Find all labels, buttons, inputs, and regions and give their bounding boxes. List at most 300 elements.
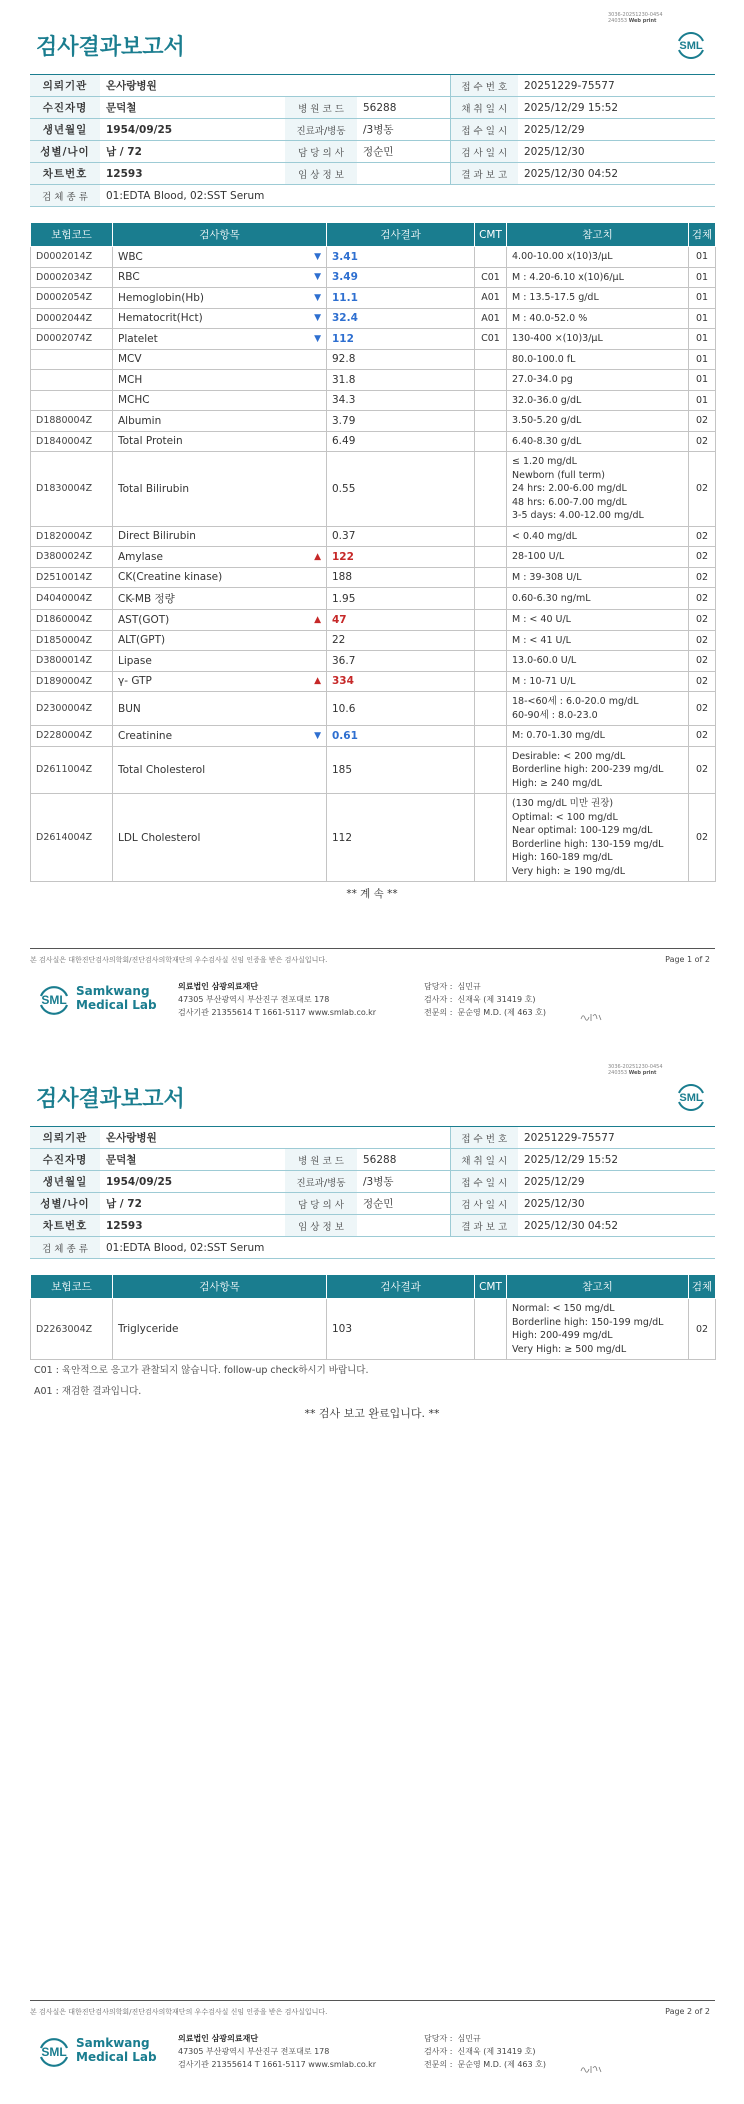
insurance-code: D2614004Z — [31, 794, 113, 882]
test-result — [327, 671, 475, 692]
staff-info — [424, 2032, 546, 2071]
insurance-code: D1890004Z — [31, 671, 113, 692]
result-row — [31, 692, 716, 726]
header-code: 보험코드 — [31, 1275, 113, 1299]
insurance-code: D0002034Z — [31, 267, 113, 288]
cmt-code — [475, 610, 507, 631]
test-result — [327, 526, 475, 547]
manager-label: 담당자 : — [424, 982, 453, 991]
print-code-line1: 3036-20251230-0454 — [608, 12, 663, 18]
result-value: 31.8 — [332, 373, 356, 386]
result-value: 3.79 — [332, 414, 356, 427]
doctor-label: 담 당 의 사 — [285, 1193, 357, 1215]
report-time-value: 2025/12/30 04:52 — [518, 1215, 715, 1237]
sml-logo-icon — [674, 1080, 708, 1114]
test-item-label: WBC — [118, 250, 143, 263]
hosp-code-label: 병 원 코 드 — [285, 1149, 357, 1171]
insurance-code: D3800014Z — [31, 651, 113, 672]
low-flag-icon: ▼ — [314, 272, 321, 283]
test-result — [327, 431, 475, 452]
test-item — [113, 588, 327, 610]
result-row — [31, 567, 716, 588]
doctor-value: 정순민 — [357, 141, 450, 163]
footer-logo — [36, 980, 186, 1020]
lab-contact: 검사기관 21355614 T 1661-5117 www.smlab.co.kr — [178, 1008, 377, 1017]
test-item-label: Total Bilirubin — [118, 482, 190, 495]
print-code-line1: 3036-20251230-0454 — [608, 1064, 663, 1070]
specimen-code: 02 — [689, 610, 716, 631]
receipt-date-value: 2025/12/29 — [518, 1171, 715, 1193]
print-code-line2: 240353 — [608, 18, 628, 24]
specimen-code: 02 — [689, 567, 716, 588]
low-flag-icon: ▼ — [314, 730, 321, 741]
specimen-code: 02 — [689, 526, 716, 547]
lab-contact: 검사기관 21355614 T 1661-5117 www.smlab.co.kr — [178, 2060, 377, 2069]
high-flag-icon: ▲ — [314, 551, 321, 562]
insurance-code: D3800024Z — [31, 547, 113, 568]
test-item-label: Amylase — [118, 550, 163, 563]
specimen-code: 02 — [689, 630, 716, 651]
specimen-code: 02 — [689, 692, 716, 726]
cmt-code — [475, 588, 507, 610]
patient-name-value: 문덕철 — [100, 97, 285, 119]
org-value: 온사랑병원 — [100, 1127, 285, 1149]
insurance-code — [31, 349, 113, 370]
test-item — [113, 452, 327, 527]
specialist-value: 문순영 M.D. (제 463 호) — [457, 2060, 547, 2069]
test-result — [327, 610, 475, 631]
low-flag-icon: ▼ — [314, 292, 321, 303]
web-print-label: Web print — [628, 18, 657, 24]
lab-info — [178, 980, 376, 1019]
test-result — [327, 308, 475, 329]
cmt-code — [475, 526, 507, 547]
test-result — [327, 390, 475, 411]
result-row — [31, 630, 716, 651]
reference-range: 80.0-100.0 fL — [507, 349, 689, 370]
sex-age-value: 남 / 72 — [100, 141, 285, 163]
result-row — [31, 746, 716, 794]
insurance-code: D1850004Z — [31, 630, 113, 651]
hosp-code-value: 56288 — [357, 97, 450, 119]
reference-range: 27.0-34.0 pg — [507, 370, 689, 391]
test-item-label: BUN — [118, 702, 141, 715]
result-value: 3.41 — [332, 250, 358, 263]
sml-logo-text: SML — [41, 993, 67, 1007]
specialist-value: 문순영 M.D. (제 463 호) — [457, 1008, 547, 1017]
patient-name-value: 문덕철 — [100, 1149, 285, 1171]
org-label: 의뢰기관 — [30, 1127, 100, 1149]
chart-no-label: 차트번호 — [30, 163, 100, 185]
insurance-code: D1820004Z — [31, 526, 113, 547]
result-value: 11.1 — [332, 291, 358, 304]
reference-range: 4.00-10.00 x(10)3/μL — [507, 247, 689, 268]
test-item — [113, 329, 327, 350]
test-result — [327, 452, 475, 527]
dob-value: 1954/09/25 — [100, 1171, 285, 1193]
tester-value: 신재욱 (제 31419 호) — [457, 2047, 536, 2056]
result-row — [31, 526, 716, 547]
result-value: 0.55 — [332, 482, 356, 495]
patient-info-table — [30, 1126, 715, 1259]
result-row — [31, 794, 716, 882]
header-result: 검사결과 — [327, 1275, 475, 1299]
insurance-code: D0002054Z — [31, 288, 113, 309]
sml-logo-icon — [36, 2034, 72, 2070]
test-item — [113, 610, 327, 631]
reference-range: M : < 40 U/L — [507, 610, 689, 631]
reference-range: 28-100 U/L — [507, 547, 689, 568]
sml-logo-text: SML — [41, 2045, 67, 2059]
dept-label: 진료과/병동 — [285, 1171, 357, 1193]
insurance-code: D2300004Z — [31, 692, 113, 726]
test-result — [327, 370, 475, 391]
receipt-no-value: 20251229-75577 — [518, 75, 715, 97]
result-row — [31, 431, 716, 452]
hosp-code-label: 병 원 코 드 — [285, 97, 357, 119]
test-item — [113, 1299, 327, 1360]
insurance-code: D0002014Z — [31, 247, 113, 268]
cmt-code — [475, 370, 507, 391]
clinical-info-label: 임 상 정 보 — [285, 1215, 357, 1237]
chart-no-label: 차트번호 — [30, 1215, 100, 1237]
specimen-code: 01 — [689, 390, 716, 411]
manager-value: 심민규 — [457, 982, 481, 991]
result-value: 36.7 — [332, 654, 356, 667]
org-value: 온사랑병원 — [100, 75, 285, 97]
result-row — [31, 610, 716, 631]
sex-age-value: 남 / 72 — [100, 1193, 285, 1215]
cmt-code — [475, 726, 507, 747]
test-item — [113, 308, 327, 329]
result-row — [31, 452, 716, 527]
manager-label: 담당자 : — [424, 2034, 453, 2043]
insurance-code: D4040004Z — [31, 588, 113, 610]
test-item-label: Total Protein — [118, 435, 183, 448]
signature-icon — [580, 2063, 602, 2075]
test-item — [113, 651, 327, 672]
specimen-code: 02 — [689, 1299, 716, 1360]
insurance-code: D2510014Z — [31, 567, 113, 588]
result-value: 112 — [332, 332, 354, 345]
header-ref: 참고치 — [507, 1275, 689, 1299]
result-row — [31, 588, 716, 610]
signature-icon — [580, 1011, 602, 1023]
low-flag-icon: ▼ — [314, 333, 321, 344]
cmt-code — [475, 390, 507, 411]
staff-info — [424, 980, 546, 1019]
reference-range: Desirable: < 200 mg/dL Borderline high: 200-239 mg/dL High: ≥ 240 mg/dL — [507, 746, 689, 794]
cmt-code — [475, 692, 507, 726]
low-flag-icon: ▼ — [314, 313, 321, 324]
reference-range: 13.0-60.0 U/L — [507, 651, 689, 672]
result-value: 0.61 — [332, 729, 358, 742]
test-item-label: γ- GTP — [118, 675, 152, 688]
specimen-code: 02 — [689, 588, 716, 610]
footer-divider — [30, 948, 715, 949]
result-value: 22 — [332, 634, 346, 647]
reference-range: M : 13.5-17.5 g/dL — [507, 288, 689, 309]
test-date-label: 검 사 일 시 — [450, 141, 518, 163]
test-item — [113, 247, 327, 268]
reference-range: M : 39-308 U/L — [507, 567, 689, 588]
sml-logo-text: SML — [679, 1092, 703, 1104]
print-code — [608, 12, 663, 24]
test-item-label: MCV — [118, 353, 142, 366]
doctor-label: 담 당 의 사 — [285, 141, 357, 163]
result-row — [31, 390, 716, 411]
clinical-info-label: 임 상 정 보 — [285, 163, 357, 185]
test-item-label: LDL Cholesterol — [118, 831, 201, 844]
test-item — [113, 671, 327, 692]
footer-logo — [36, 2032, 186, 2072]
test-item — [113, 726, 327, 747]
test-item — [113, 526, 327, 547]
receipt-no-value: 20251229-75577 — [518, 1127, 715, 1149]
test-item-label: CK-MB 정량 — [118, 593, 175, 605]
specimen-label: 검 체 종 류 — [30, 185, 100, 207]
result-value: 0.37 — [332, 530, 356, 543]
patient-name-label: 수진자명 — [30, 97, 100, 119]
footer-logo-name2: Medical Lab — [76, 998, 157, 1012]
certification-text: 본 검사실은 대한진단검사의학회/진단검사의학재단의 우수검사실 신임 인증을 받은 검사실입니다. — [30, 2008, 328, 2016]
insurance-code: D1830004Z — [31, 452, 113, 527]
sml-logo-icon — [674, 28, 708, 62]
specimen-code: 01 — [689, 288, 716, 309]
reference-range: M : < 41 U/L — [507, 630, 689, 651]
result-value: 103 — [332, 1323, 353, 1335]
test-item-label: RBC — [118, 271, 140, 284]
comment-notes — [34, 1360, 369, 1402]
report-title: 검사결과보고서 — [36, 1087, 185, 1112]
specimen-code: 01 — [689, 329, 716, 350]
clinical-info-value — [357, 163, 450, 185]
sex-age-label: 성별/나이 — [30, 1193, 100, 1215]
high-flag-icon: ▲ — [314, 676, 321, 687]
reference-range: 0.60-6.30 ng/mL — [507, 588, 689, 610]
page-number: Page 1 of 2 — [665, 955, 710, 964]
cmt-code — [475, 651, 507, 672]
doctor-value: 정순민 — [357, 1193, 450, 1215]
test-result — [327, 726, 475, 747]
specimen-code: 02 — [689, 452, 716, 527]
low-flag-icon: ▼ — [314, 251, 321, 262]
report-title: 검사결과보고서 — [36, 35, 185, 60]
receipt-date-label: 접 수 일 시 — [450, 119, 518, 141]
cmt-code — [475, 431, 507, 452]
sml-logo-icon — [36, 982, 72, 1018]
specimen-value: 01:EDTA Blood, 02:SST Serum — [100, 1237, 715, 1259]
cmt-code — [475, 547, 507, 568]
result-value: 47 — [332, 613, 347, 626]
header-ref: 참고치 — [507, 223, 689, 247]
insurance-code: D1880004Z — [31, 411, 113, 432]
manager-value: 심민규 — [457, 2034, 481, 2043]
results-table — [30, 1274, 716, 1360]
test-item-label: Hemoglobin(Hb) — [118, 291, 205, 304]
dob-value: 1954/09/25 — [100, 119, 285, 141]
test-item-label: CK(Creatine kinase) — [118, 571, 223, 584]
test-item — [113, 411, 327, 432]
result-row — [31, 726, 716, 747]
result-row — [31, 288, 716, 309]
reference-range: M : 10-71 U/L — [507, 671, 689, 692]
reference-range: 32.0-36.0 g/dL — [507, 390, 689, 411]
specimen-code: 02 — [689, 671, 716, 692]
test-result — [327, 411, 475, 432]
reference-range: M : 4.20-6.10 x(10)6/μL — [507, 267, 689, 288]
dob-label: 생년월일 — [30, 1171, 100, 1193]
collect-value: 2025/12/29 15:52 — [518, 97, 715, 119]
test-item — [113, 431, 327, 452]
result-row — [31, 247, 716, 268]
test-result — [327, 349, 475, 370]
specimen-code: 02 — [689, 431, 716, 452]
test-item-label: Triglyceride — [118, 1323, 179, 1335]
footer-logo-name2: Medical Lab — [76, 2050, 157, 2064]
test-result — [327, 692, 475, 726]
insurance-code — [31, 390, 113, 411]
cmt-code: C01 — [475, 267, 507, 288]
test-item-label: Creatinine — [118, 729, 173, 742]
cmt-code: C01 — [475, 329, 507, 350]
test-result — [327, 567, 475, 588]
collect-label: 채 취 일 시 — [450, 97, 518, 119]
collect-label: 채 취 일 시 — [450, 1149, 518, 1171]
insurance-code: D1840004Z — [31, 431, 113, 452]
test-result — [327, 588, 475, 610]
lab-address: 47305 부산광역시 부산진구 전포대로 178 — [178, 995, 330, 1004]
header-item: 검사항목 — [113, 223, 327, 247]
specialist-label: 전문의 : — [424, 1008, 453, 1017]
web-print-label: Web print — [628, 1070, 657, 1076]
footer-logo-name1: Samkwang — [76, 2036, 150, 2050]
dept-value: /3병동 — [357, 119, 450, 141]
header-spec: 검체 — [689, 1275, 716, 1299]
tester-label: 검사자 : — [424, 2047, 453, 2056]
tester-label: 검사자 : — [424, 995, 453, 1004]
test-item-label: Total Cholesterol — [118, 763, 206, 776]
test-item-label: Hematocrit(Hct) — [118, 312, 203, 325]
results-table — [30, 222, 716, 882]
insurance-code: D1860004Z — [31, 610, 113, 631]
test-item — [113, 288, 327, 309]
sex-age-label: 성별/나이 — [30, 141, 100, 163]
result-row — [31, 671, 716, 692]
result-row — [31, 411, 716, 432]
specimen-code: 02 — [689, 794, 716, 882]
result-row — [31, 370, 716, 391]
receipt-no-label: 접 수 번 호 — [450, 1127, 518, 1149]
header-cmt: CMT — [475, 223, 507, 247]
test-item — [113, 794, 327, 882]
result-value: 1.95 — [332, 592, 356, 605]
test-item — [113, 567, 327, 588]
specimen-code: 02 — [689, 547, 716, 568]
specimen-code: 01 — [689, 267, 716, 288]
header-cmt: CMT — [475, 1275, 507, 1299]
note-a01: A01 : 재검한 결과입니다. — [34, 1386, 142, 1397]
report-time-label: 결 과 보 고 — [450, 1215, 518, 1237]
insurance-code: D2611004Z — [31, 746, 113, 794]
test-item-label: MCH — [118, 373, 143, 386]
specimen-code: 01 — [689, 370, 716, 391]
report-complete-text: ** 검사 보고 완료입니다. ** — [304, 1407, 440, 1420]
result-value: 6.49 — [332, 435, 356, 448]
certification-text: 본 검사실은 대한진단검사의학회/진단검사의학재단의 우수검사실 신임 인증을 받은 검사실입니다. — [30, 956, 328, 964]
test-item — [113, 390, 327, 411]
collect-value: 2025/12/29 15:52 — [518, 1149, 715, 1171]
specimen-code: 01 — [689, 349, 716, 370]
lab-org: 의료법인 삼광의료재단 — [178, 982, 259, 991]
print-code-line2: 240353 — [608, 1070, 628, 1076]
print-code — [608, 1064, 663, 1076]
footer-divider — [30, 2000, 715, 2001]
test-date-value: 2025/12/30 — [518, 141, 715, 163]
insurance-code: D2263004Z — [31, 1299, 113, 1360]
test-item-label: AST(GOT) — [118, 613, 170, 626]
receipt-no-label: 접 수 번 호 — [450, 75, 518, 97]
test-item — [113, 630, 327, 651]
receipt-date-value: 2025/12/29 — [518, 119, 715, 141]
lab-address: 47305 부산광역시 부산진구 전포대로 178 — [178, 2047, 330, 2056]
test-item-label: MCHC — [118, 394, 150, 407]
footer-logo-name1: Samkwang — [76, 984, 150, 998]
result-row — [31, 1299, 716, 1360]
specimen-code: 01 — [689, 247, 716, 268]
receipt-date-label: 접 수 일 시 — [450, 1171, 518, 1193]
test-result — [327, 329, 475, 350]
specialist-label: 전문의 : — [424, 2060, 453, 2069]
sml-logo-text: SML — [679, 40, 703, 52]
chart-no-value: 12593 — [100, 163, 285, 185]
patient-info-table — [30, 74, 715, 207]
test-result — [327, 746, 475, 794]
result-value: 122 — [332, 550, 354, 563]
test-date-value: 2025/12/30 — [518, 1193, 715, 1215]
reference-range: Normal: < 150 mg/dL Borderline high: 150-199 mg/dL High: 200-499 mg/dL Very High: ≥ 500 mg/dL — [507, 1299, 689, 1360]
page-number: Page 2 of 2 — [665, 2007, 710, 2016]
cmt-code: A01 — [475, 308, 507, 329]
test-item — [113, 746, 327, 794]
header-result: 검사결과 — [327, 223, 475, 247]
reference-range: M : 40.0-52.0 % — [507, 308, 689, 329]
reference-range: (130 mg/dL 미만 권장) Optimal: < 100 mg/dL Near optimal: 100-129 mg/dL Borderline high: 130-159 mg/dL High: 160-189 mg/dL Very high: ≥ 190 mg/dL — [507, 794, 689, 882]
high-flag-icon: ▲ — [314, 614, 321, 625]
dept-value: /3병동 — [357, 1171, 450, 1193]
test-result — [327, 630, 475, 651]
cmt-code — [475, 1299, 507, 1360]
test-result — [327, 288, 475, 309]
cmt-code — [475, 567, 507, 588]
result-value: 92.8 — [332, 353, 356, 366]
cmt-code — [475, 630, 507, 651]
test-item-label: Lipase — [118, 654, 152, 667]
patient-name-label: 수진자명 — [30, 1149, 100, 1171]
result-value: 10.6 — [332, 702, 356, 715]
dept-label: 진료과/병동 — [285, 119, 357, 141]
reference-range: < 0.40 mg/dL — [507, 526, 689, 547]
result-row — [31, 308, 716, 329]
insurance-code: D2280004Z — [31, 726, 113, 747]
result-value: 32.4 — [332, 312, 358, 325]
clinical-info-value — [357, 1215, 450, 1237]
cmt-code — [475, 452, 507, 527]
dob-label: 생년월일 — [30, 119, 100, 141]
lab-info — [178, 2032, 376, 2071]
specimen-code: 02 — [689, 746, 716, 794]
test-result — [327, 651, 475, 672]
